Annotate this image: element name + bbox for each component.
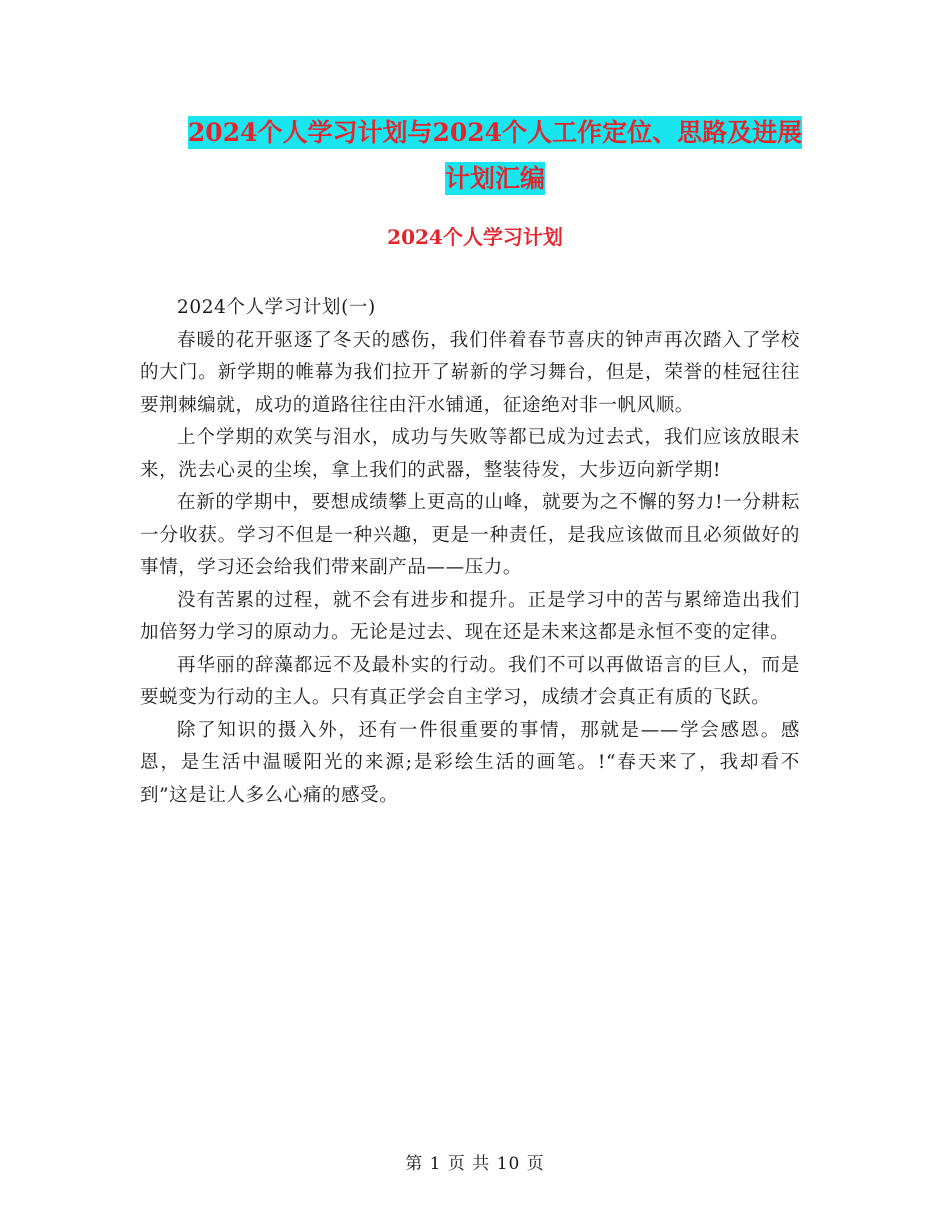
paragraph-5: 再华丽的辞藻都远不及最朴实的行动。我们不可以再做语言的巨人，而是要蜕变为行动的主人。只有真正学会自主学习，成绩才会真正有质的飞跃。 — [140, 654, 800, 708]
document-title — [140, 110, 850, 202]
paragraph-4: 没有苦累的过程，就不会有进步和提升。正是学习中的苦与累缔造出我们加倍努力学习的原动力。无论是过去、现在还是未来这都是永恒不变的定律。 — [140, 589, 800, 643]
paragraph-1: 春暖的花开驱逐了冬天的感伤，我们伴着春节喜庆的钟声再次踏入了学校的大门。新学期的帷幕为我们拉开了崭新的学习舞台，但是，荣誉的桂冠往往要荆棘编就，成功的道路往往由汗水铺通，征途绝对非一帆风顺。 — [140, 329, 800, 416]
subheading: 2024个人学习计划(一) — [177, 297, 376, 318]
page-number-footer: 第 1 页 共 10 页 — [405, 1154, 545, 1174]
document-title-line-1: 2024个人学习计划与2024个人工作定位、思路及进展 — [187, 118, 803, 147]
paragraph-6: 除了知识的摄入外，还有一件很重要的事情，那就是——学会感恩。感恩，是生活中温暖阳光的来源;是彩绘生活的画笔。!“春天来了，我却看不到”这是让人多么心痛的感受。 — [140, 719, 800, 806]
document-body — [140, 292, 800, 812]
paragraph-2: 上个学期的欢笑与泪水，成功与失败等都已成为过去式，我们应该放眼未来，洗去心灵的尘埃，拿上我们的武器，整装待发，大步迈向新学期! — [140, 427, 800, 481]
document-title-line-2: 计划汇编 — [444, 164, 545, 193]
section-title: 2024个人学习计划 — [387, 225, 563, 249]
paragraph-3: 在新的学期中，要想成绩攀上更高的山峰，就要为之不懈的努力!一分耕耘一分收获。学习不但是一种兴趣，更是一种责任，是我应该做而且必须做好的事情，学习还会给我们带来副产品——压力。 — [140, 492, 800, 578]
